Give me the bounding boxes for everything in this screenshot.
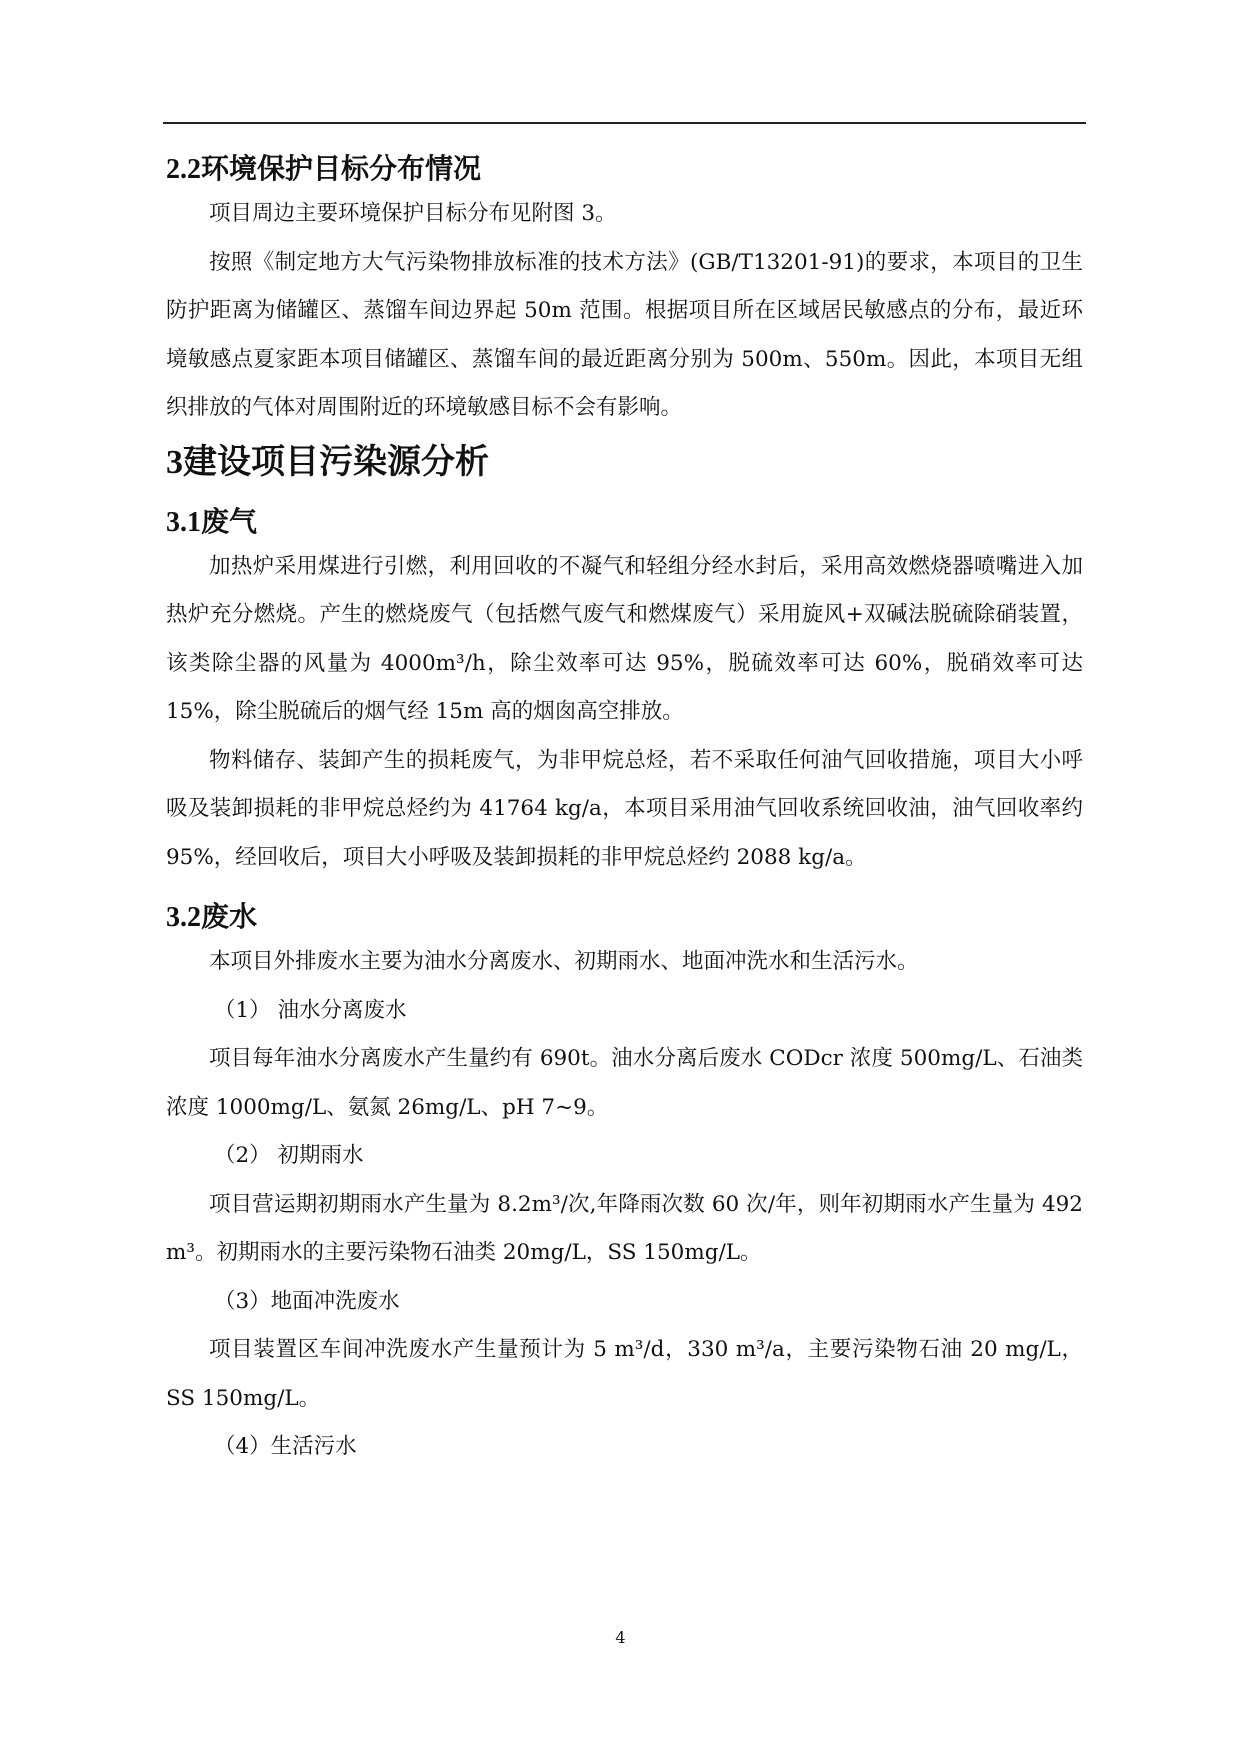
section-2-2-heading: 2.2环境保护目标分布情况: [166, 154, 482, 185]
section-3-2-intro: 本项目外排废水主要为油水分离废水、初期雨水、地面冲洗水和生活污水。: [209, 949, 919, 974]
page-number: 4: [615, 1628, 626, 1647]
section-3-1-paragraph-1: 加热炉采用煤进行引燃，利用回收的不凝气和轻组分经水封后，采用高效燃烧器喷嘴进入加热炉充分燃烧。产生的燃烧废气（包括燃气废气和燃煤废气）采用旋风+双碱法脱硫除硝装置，该类除尘器的风量为 4000m³/h，除尘效率可达 95%，脱硫效率可达 60%，脱硝效率可达 15%，除尘脱硫后的烟气经 15m 高的烟囱高空排放。: [166, 553, 1083, 724]
section-3-2-heading: 3.2废水: [166, 902, 258, 933]
section-2-2-paragraph-2: 按照《制定地方大气污染物排放标准的技术方法》(GB/T13201-91)的要求，本项目的卫生防护距离为储罐区、蒸馏车间边界起 50m 范围。根据项目所在区域居民敏感点的分布，最近环境敏感点夏家距本项目储罐区、蒸馏车间的最近距离分别为 500m、550m。因此，本项目无组织排放的气体对周围附近的环境敏感目标不会有影响。: [166, 249, 1083, 420]
section-3-1-paragraph-2: 物料储存、装卸产生的损耗废气，为非甲烷总烃，若不采取任何油气回收措施，项目大小呼吸及装卸损耗的非甲烷总烃约为 41764 kg/a，本项目采用油气回收系统回收油，油气回收率约 95%，经回收后，项目大小呼吸及装卸损耗的非甲烷总烃约 2088 kg/a。: [166, 747, 1083, 870]
section-3-1-heading: 3.1废气: [166, 506, 258, 538]
item-1-title: （1） 油水分离废水: [214, 997, 407, 1023]
document-body: [166, 150, 1083, 1472]
item-2-text: 项目营运期初期雨水产生量为 8.2m³/次,年降雨次数 60 次/年，则年初期雨水产生量为 492 m³。初期雨水的主要污染物石油类 20mg/L，SS 150mg/L。: [166, 1191, 1083, 1265]
item-1-text: 项目每年油水分离废水产生量约有 690t。油水分离后废水 CODcr 浓度 500mg/L、石油类浓度 1000mg/L、氨氮 26mg/L、pH 7~9。: [166, 1046, 1083, 1120]
section-2-2-paragraph-1: 项目周边主要环境保护目标分布见附图 3。: [209, 201, 617, 226]
item-3-title: （3）地面冲洗废水: [214, 1288, 400, 1314]
header-rule: [163, 122, 1086, 124]
section-3-heading: 3建设项目污染源分析: [166, 443, 489, 481]
item-2-title: （2） 初期雨水: [214, 1143, 364, 1168]
item-4-title: （4）生活污水: [214, 1434, 357, 1459]
item-3-text: 项目装置区车间冲洗废水产生量预计为 5 m³/d，330 m³/a，主要污染物石油 20 mg/L，SS 150mg/L。: [166, 1337, 1083, 1411]
